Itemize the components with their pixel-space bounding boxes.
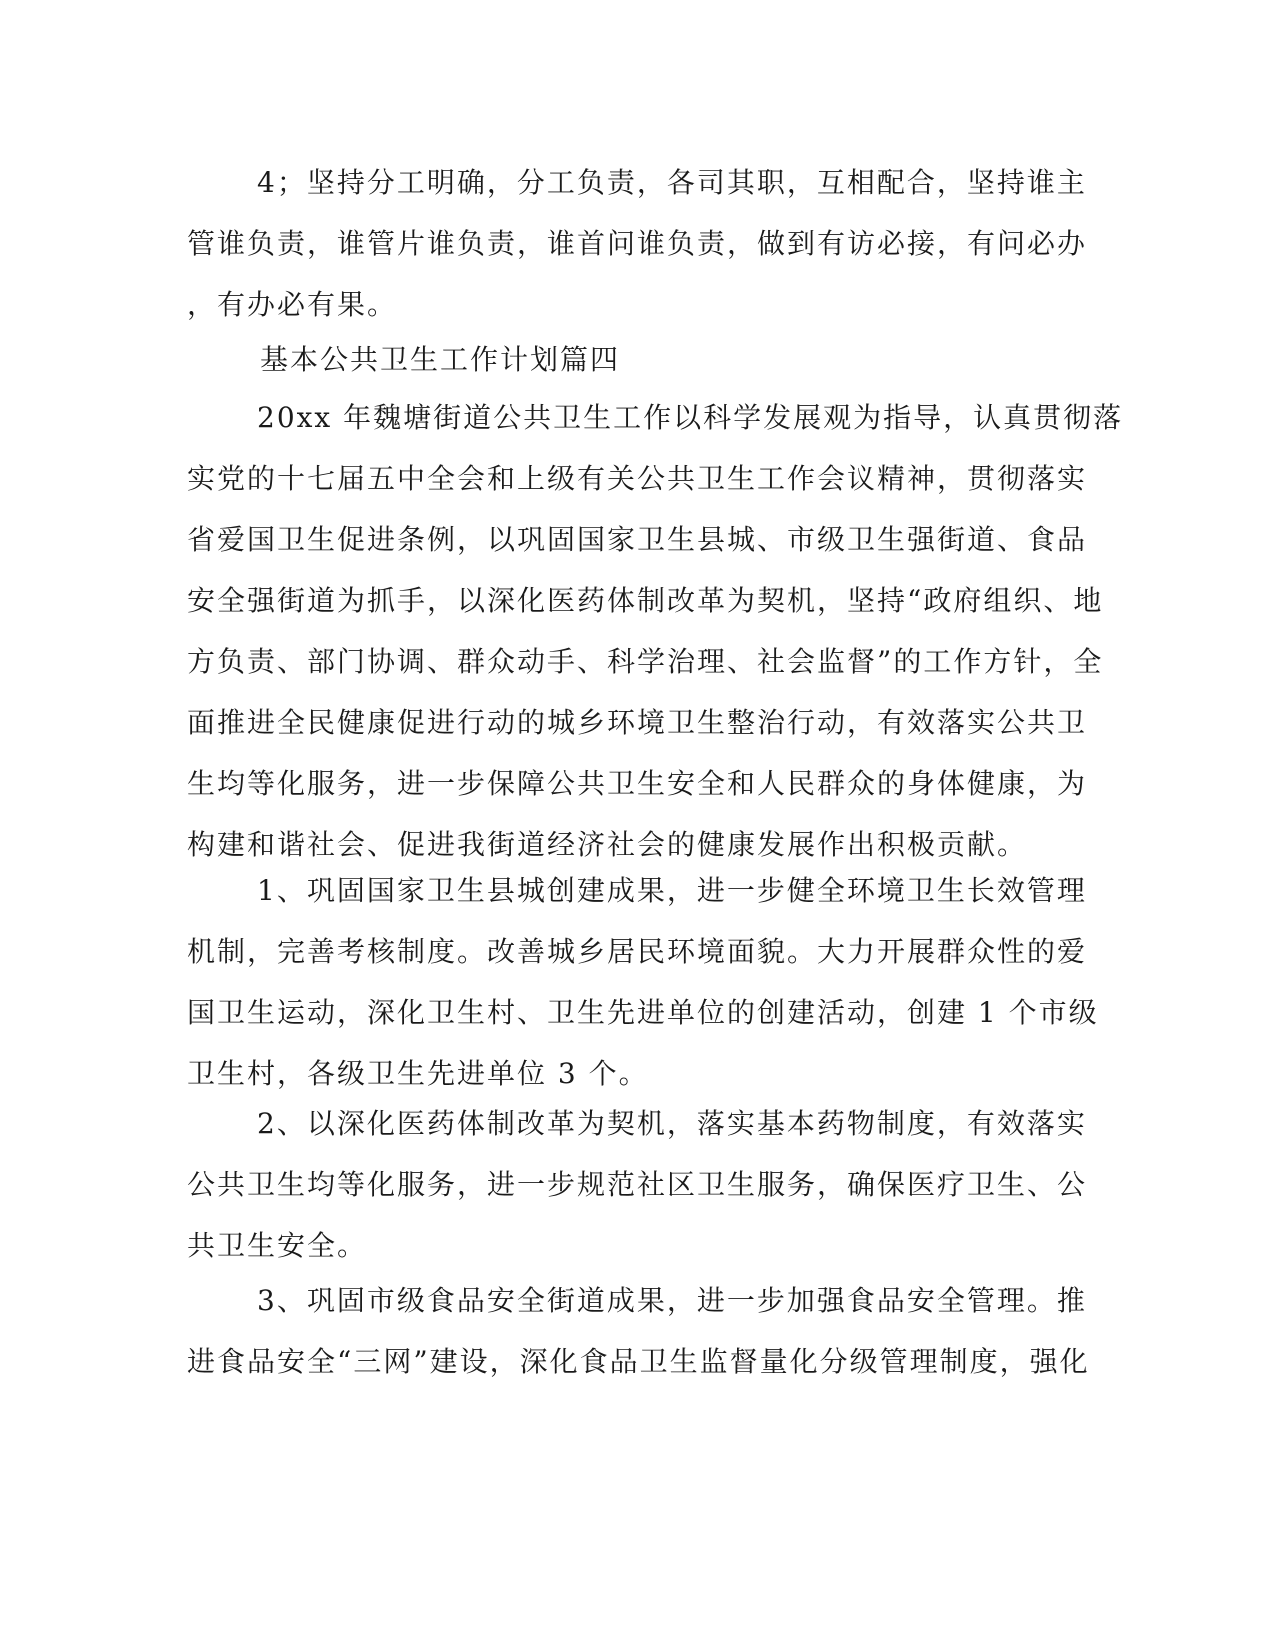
text-line: 4；坚持分工明确，分工负责，各司其职，互相配合，坚持谁主	[257, 166, 1087, 199]
text-line: 卫生村，各级卫生先进单位 3 个。	[187, 1057, 649, 1090]
text-line: 3、巩固市级食品安全街道成果，进一步加强食品安全管理。推	[257, 1284, 1087, 1317]
paragraph-item-2	[187, 1093, 1087, 1276]
text-line: 生均等化服务，进一步保障公共卫生安全和人民群众的身体健康，为	[187, 767, 1088, 800]
text-line: 面推进全民健康促进行动的城乡环境卫生整治行动，有效落实公共卫	[187, 706, 1088, 739]
text-line: 公共卫生均等化服务，进一步规范社区卫生服务，确保医疗卫生、公	[187, 1168, 1088, 1201]
text-line: 1、巩固国家卫生县城创建成果，进一步健全环境卫生长效管理	[257, 874, 1087, 907]
text-line: 2、以深化医药体制改革为契机，落实基本药物制度，有效落实	[257, 1107, 1087, 1140]
section-heading	[187, 329, 1087, 390]
text-line: 共卫生安全。	[187, 1229, 368, 1262]
text-line: 安全强街道为抓手，以深化医药体制改革为契机，坚持“政府组织、地	[187, 584, 1104, 617]
text-line: 进食品安全“三网”建设，深化食品卫生监督量化分级管理制度，强化	[187, 1345, 1090, 1378]
text-line: 方负责、部门协调、群众动手、科学治理、社会监督”的工作方针，全	[187, 645, 1104, 678]
heading-text: 基本公共卫生工作计划篇四	[260, 343, 621, 376]
paragraph-item-1	[187, 860, 1099, 1104]
text-line: 机制，完善考核制度。改善城乡居民环境面貌。大力开展群众性的爱	[187, 935, 1088, 968]
paragraph-item-4	[187, 152, 1087, 335]
text-line: 20xx 年魏塘街道公共卫生工作以科学发展观为指导，认真贯彻落	[257, 401, 1124, 434]
paragraph-intro	[187, 387, 1124, 875]
text-line: 构建和谐社会、促进我街道经济社会的健康发展作出积极贡献。	[187, 828, 1028, 861]
text-line: 国卫生运动，深化卫生村、卫生先进单位的创建活动，创建 1 个市级	[187, 996, 1099, 1029]
text-line: 管谁负责，谁管片谁负责，谁首问谁负责，做到有访必接，有问必办	[187, 227, 1088, 260]
paragraph-item-3	[187, 1270, 1090, 1392]
text-line: 实党的十七届五中全会和上级有关公共卫生工作会议精神，贯彻落实	[187, 462, 1088, 495]
text-line: 省爱国卫生促进条例，以巩固国家卫生县城、市级卫生强街道、食品	[187, 523, 1088, 556]
text-line: ，有办必有果。	[187, 288, 398, 321]
